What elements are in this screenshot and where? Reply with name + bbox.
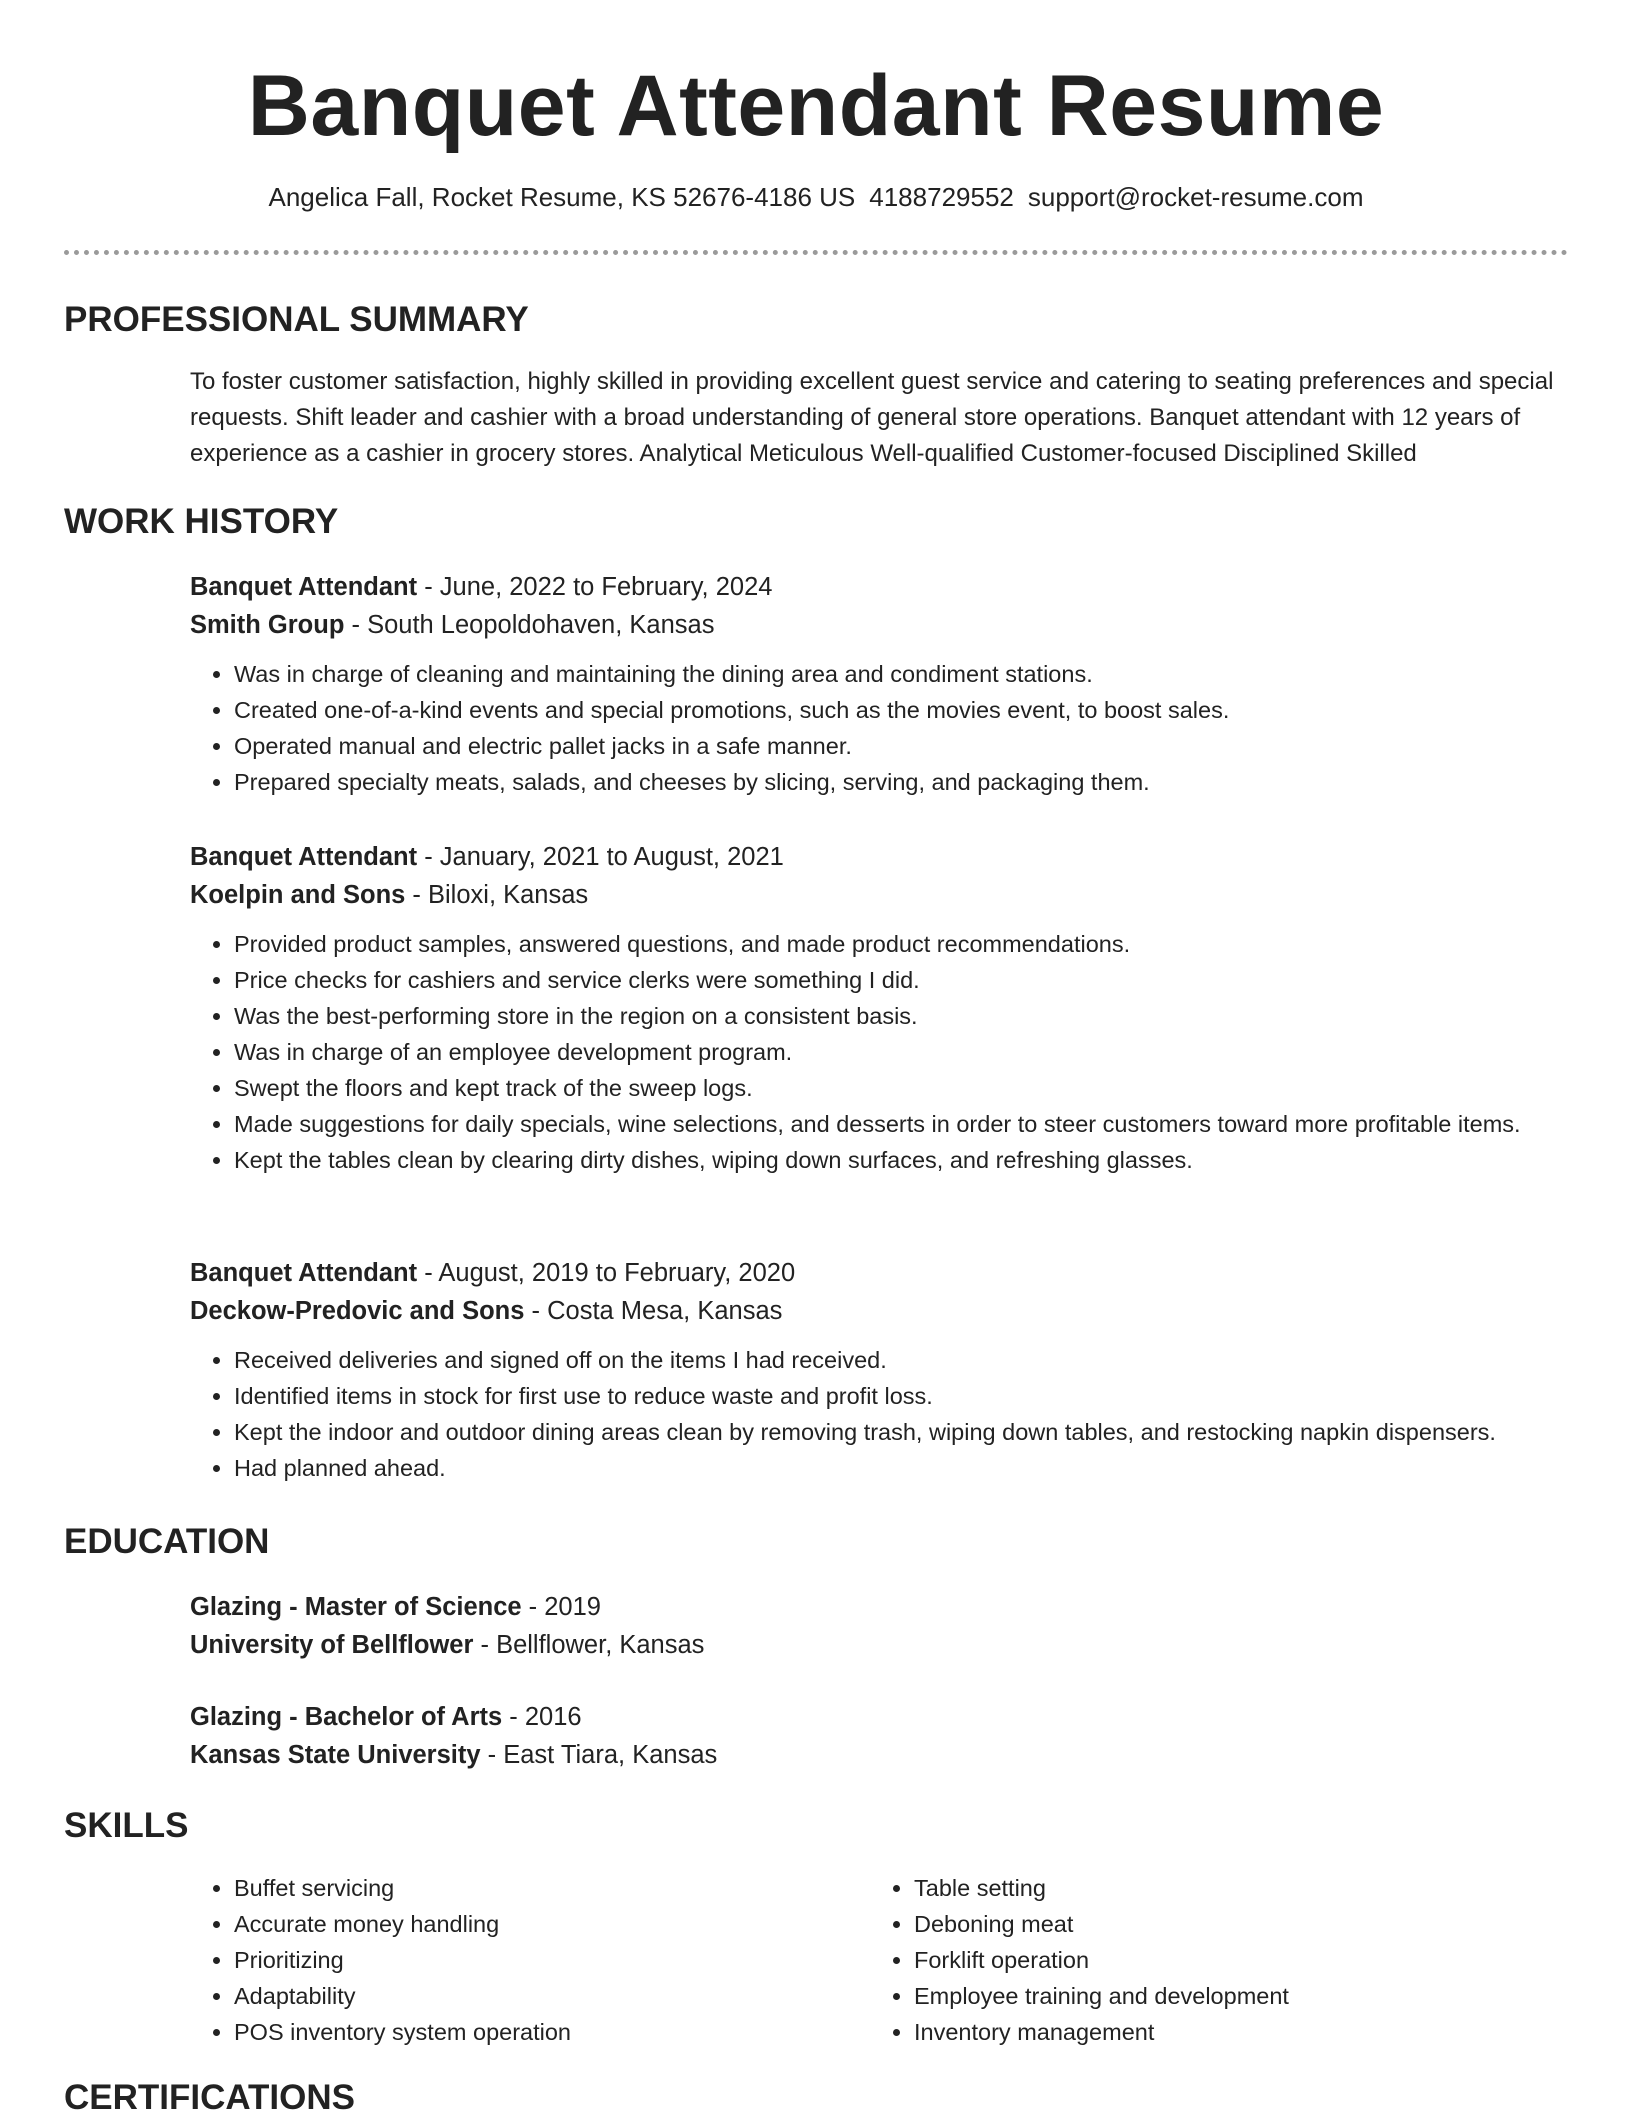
- education-school-line: [190, 1736, 1568, 1774]
- contact-line: [64, 180, 1568, 214]
- job-bullet: • Was in charge of cleaning and maintaining the dining area and condiment stations.: [234, 656, 1568, 692]
- resume-page: [64, 0, 1568, 2117]
- job-dates: - June, 2022 to February, 2024: [417, 573, 773, 601]
- job-location: - Biloxi, Kansas: [405, 881, 589, 909]
- skill-item: • Table setting: [914, 1870, 1550, 1906]
- job-company-line: [190, 876, 1568, 914]
- skills-column-right: [870, 1870, 1550, 2050]
- education-degree: Glazing - Bachelor of Arts: [190, 1703, 503, 1731]
- section-heading-education: EDUCATION: [64, 1522, 270, 1561]
- job-bullet: • Prepared specialty meats, salads, and cheeses by slicing, serving, and packaging them.: [234, 764, 1568, 800]
- job-bullet: • Made suggestions for daily specials, wine selections, and desserts in order to steer customers toward more profitable items.: [234, 1106, 1568, 1142]
- job-bullets: [190, 1342, 1568, 1486]
- job-bullet: • Operated manual and electric pallet jacks in a safe manner.: [234, 728, 1568, 764]
- job-bullet: • Price checks for cashiers and service clerks were something I did.: [234, 962, 1568, 998]
- education-entry: [190, 1698, 1568, 1774]
- education-year: - 2016: [502, 1703, 582, 1731]
- job-entry: [190, 568, 1568, 800]
- job-bullets: [190, 656, 1568, 800]
- skill-item: • Adaptability: [234, 1978, 870, 2014]
- skill-item: • Employee training and development: [914, 1978, 1550, 2014]
- education-entry: [190, 1588, 1568, 1664]
- section-heading-work-history: WORK HISTORY: [64, 502, 339, 541]
- education-school: University of Bellflower: [190, 1631, 474, 1659]
- education-school: Kansas State University: [190, 1741, 481, 1769]
- job-bullet: • Provided product samples, answered questions, and made product recommendations.: [234, 926, 1568, 962]
- education-location: - Bellflower, Kansas: [473, 1631, 705, 1659]
- job-bullet: • Was the best-performing store in the region on a consistent basis.: [234, 998, 1568, 1034]
- job-company: Koelpin and Sons: [190, 881, 406, 909]
- job-bullet: • Had planned ahead.: [234, 1450, 1568, 1486]
- education-year: - 2019: [521, 1593, 601, 1621]
- section-heading-skills: SKILLS: [64, 1806, 189, 1845]
- job-title: Banquet Attendant: [190, 1259, 418, 1287]
- job-bullet: • Swept the floors and kept track of the sweep logs.: [234, 1070, 1568, 1106]
- job-entry: [190, 1254, 1568, 1486]
- section-heading-certifications: CERTIFICATIONS: [64, 2078, 356, 2117]
- header-divider: [64, 250, 1568, 255]
- skills-column-left: [190, 1870, 870, 2050]
- skill-item: • POS inventory system operation: [234, 2014, 870, 2050]
- education-school-line: [190, 1626, 1568, 1664]
- skills-list: [190, 1870, 1568, 2050]
- contact-phone: 4188729552: [869, 182, 1014, 212]
- job-bullets: [190, 926, 1568, 1178]
- job-title: Banquet Attendant: [190, 573, 418, 601]
- job-bullet: • Was in charge of an employee development program.: [234, 1034, 1568, 1070]
- job-title-line: [190, 838, 1568, 876]
- skill-item: • Deboning meat: [914, 1906, 1550, 1942]
- job-company: Deckow-Predovic and Sons: [190, 1297, 525, 1325]
- section-heading-summary: PROFESSIONAL SUMMARY: [64, 300, 529, 339]
- job-location: - Costa Mesa, Kansas: [524, 1297, 783, 1325]
- job-location: - South Leopoldohaven, Kansas: [344, 611, 715, 639]
- contact-address: Angelica Fall, Rocket Resume, KS 52676-4186 US: [268, 182, 856, 212]
- job-title-line: [190, 1254, 1568, 1292]
- job-company-line: [190, 606, 1568, 644]
- summary-text: To foster customer satisfaction, highly skilled in providing excellent guest service and catering to seating preferences and special requests. Shift leader and cashier with a broad understanding of general store operations. Banquet attendant with 12 years of experience as a cashier in grocery stores. Analytical Meticulous Well-qualified Customer-focused Disciplined Skilled: [190, 368, 1554, 467]
- education-location: - East Tiara, Kansas: [480, 1741, 718, 1769]
- skill-item: • Buffet servicing: [234, 1870, 870, 1906]
- job-bullet: • Kept the tables clean by clearing dirty dishes, wiping down surfaces, and refreshing glasses.: [234, 1142, 1568, 1178]
- job-bullet: • Kept the indoor and outdoor dining areas clean by removing trash, wiping down tables, and restocking napkin dispensers.: [234, 1414, 1568, 1450]
- job-bullet: • Identified items in stock for first use to reduce waste and profit loss.: [234, 1378, 1568, 1414]
- job-title-line: [190, 568, 1568, 606]
- education-degree-line: [190, 1698, 1568, 1736]
- education-degree-line: [190, 1588, 1568, 1626]
- job-company-line: [190, 1292, 1568, 1330]
- job-dates: - January, 2021 to August, 2021: [417, 843, 784, 871]
- skill-item: • Forklift operation: [914, 1942, 1550, 1978]
- resume-title: Banquet Attendant Resume: [247, 58, 1385, 154]
- education-degree: Glazing - Master of Science: [190, 1593, 522, 1621]
- summary-block: [190, 364, 1568, 472]
- contact-email: support@rocket-resume.com: [1027, 182, 1364, 212]
- job-title: Banquet Attendant: [190, 843, 418, 871]
- skill-item: • Inventory management: [914, 2014, 1550, 2050]
- skill-item: • Prioritizing: [234, 1942, 870, 1978]
- job-dates: - August, 2019 to February, 2020: [417, 1259, 796, 1287]
- job-entry: [190, 838, 1568, 1178]
- job-bullet: • Created one-of-a-kind events and special promotions, such as the movies event, to boost sales.: [234, 692, 1568, 728]
- skill-item: • Accurate money handling: [234, 1906, 870, 1942]
- job-bullet: • Received deliveries and signed off on the items I had received.: [234, 1342, 1568, 1378]
- job-company: Smith Group: [190, 611, 345, 639]
